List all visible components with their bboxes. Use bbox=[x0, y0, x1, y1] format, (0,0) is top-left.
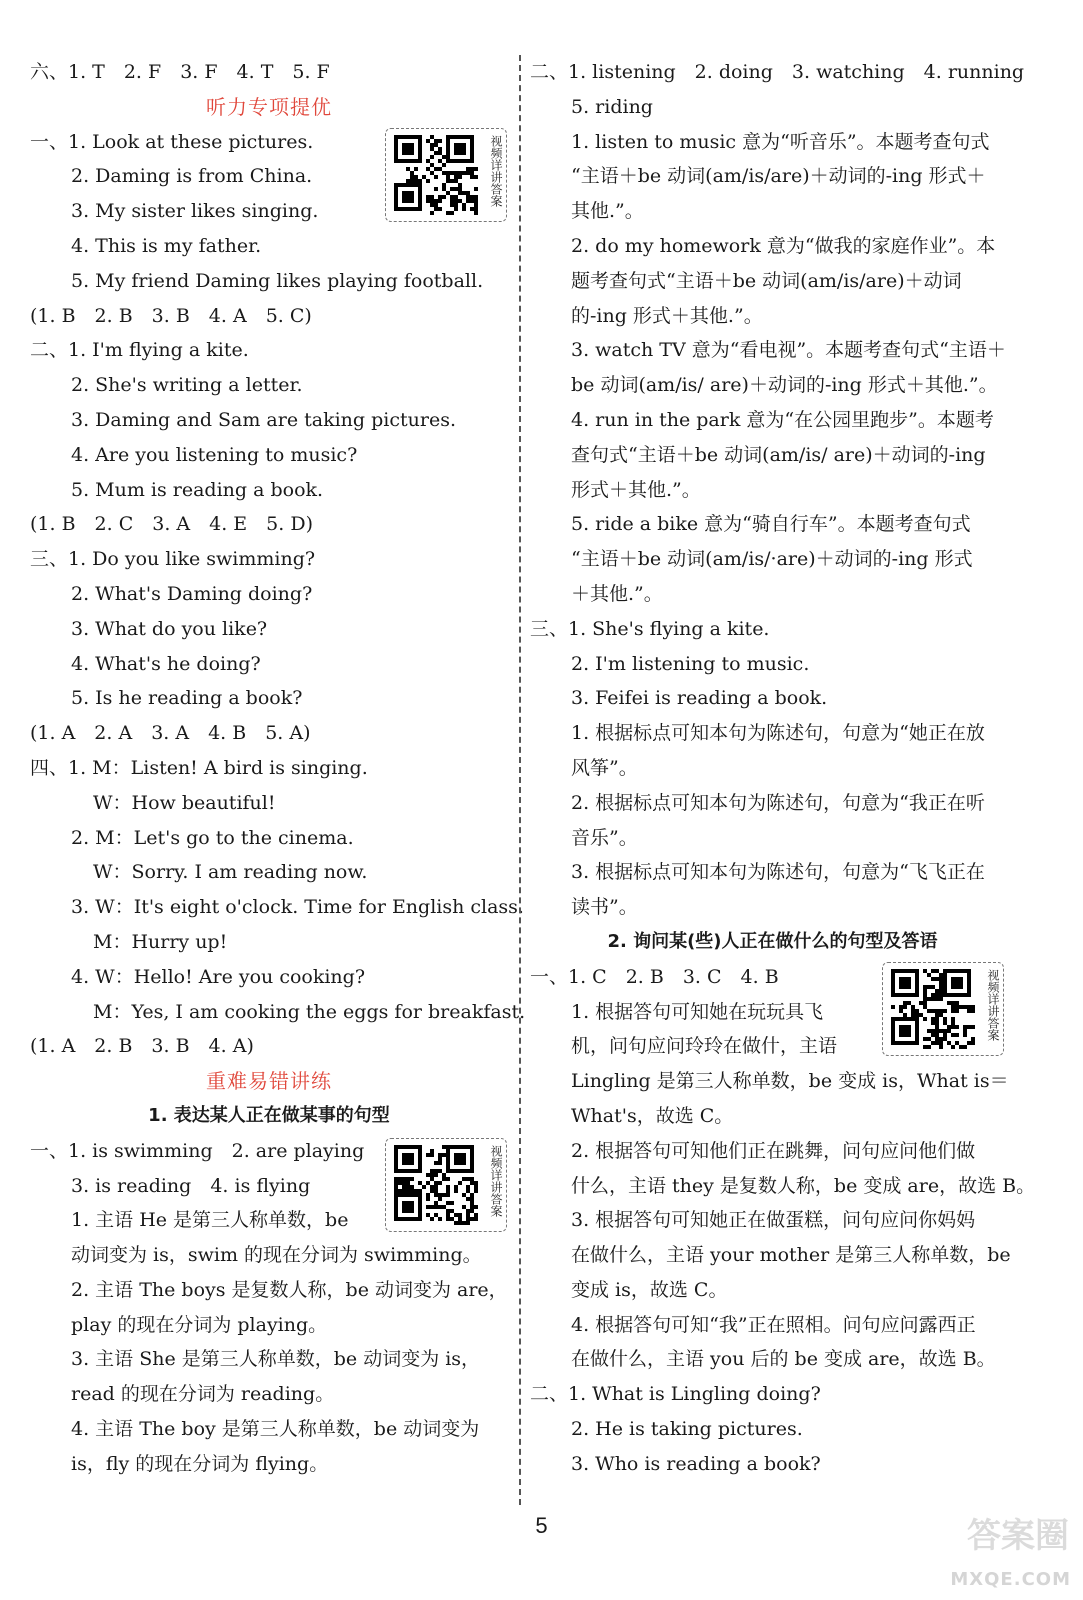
text-line: “主语＋be 动词(am/is/·are)＋动词的-ing 形式 bbox=[571, 548, 973, 571]
text-line: (1. B 2. C 3. A 4. E 5. D) bbox=[30, 513, 313, 536]
text-line: 5. ride a bike 意为“骑自行车”。本题考查句式 bbox=[571, 513, 971, 536]
text-line: “主语＋be 动词(am/is/are)＋动词的-ing 形式＋ bbox=[571, 165, 986, 188]
qr-label: 视频详讲答案 bbox=[489, 135, 503, 207]
page-number: 5 bbox=[535, 1513, 548, 1538]
watermark-site: MXQE.COM bbox=[950, 1569, 1071, 1590]
text-line: 4. W：Hello! Are you cooking? bbox=[71, 965, 366, 988]
text-line: 2. 根据标点可知本句为陈述句，句意为“我正在听 bbox=[571, 791, 985, 814]
text-line: 在做什么，主语 you 后的 be 变成 are，故选 B。 bbox=[571, 1348, 996, 1371]
right-column bbox=[530, 55, 1036, 1482]
text-line: 5. Is he reading a book? bbox=[71, 687, 303, 710]
text-line: 形式＋其他.”。 bbox=[571, 478, 701, 501]
text-line: read 的现在分词为 reading。 bbox=[71, 1383, 335, 1406]
text-line: 在做什么，主语 your mother 是第三人称单数，be bbox=[571, 1244, 1011, 1267]
text-line: 2. M：Let's go to the cinema. bbox=[71, 826, 354, 849]
text-line: M：Yes, I am cooking the eggs for breakfast. bbox=[93, 1000, 526, 1023]
text-line: 3. Who is reading a book? bbox=[571, 1452, 821, 1475]
text-line: 1. 主语 He 是第三人称单数，be bbox=[71, 1209, 349, 1232]
text-line: 3. Daming and Sam are taking pictures. bbox=[71, 408, 456, 431]
text-line: 一、1. is swimming 2. are playing bbox=[30, 1139, 365, 1162]
text-line: 4. run in the park 意为“在公园里跑步”。本题考 bbox=[571, 408, 994, 431]
text-line: 3. What do you like? bbox=[71, 617, 268, 640]
text-line: 2. 根据答句可知他们正在跳舞，问句应问他们做 bbox=[571, 1139, 976, 1162]
qr-label: 视频详讲答案 bbox=[986, 969, 1000, 1041]
text-line: 题考查句式“主语＋be 动词(am/is/are)＋动词 bbox=[571, 269, 962, 292]
text-line: (1. A 2. B 3. B 4. A) bbox=[30, 1035, 254, 1058]
section-heading: 2. 询问某(些)人正在做什么的句型及答语 bbox=[607, 930, 938, 952]
text-line: 2. What's Daming doing? bbox=[71, 582, 313, 605]
text-line: 2. 主语 The boys 是复数人称，be 动词变为 are， bbox=[71, 1278, 508, 1301]
text-line: M：Hurry up! bbox=[93, 930, 228, 953]
text-line: 1. listen to music 意为“听音乐”。本题考查句式 bbox=[571, 130, 990, 153]
text-line: 其他.”。 bbox=[571, 200, 644, 223]
column-divider bbox=[519, 55, 521, 1505]
text-line: 机，问句应问玲玲在做什，主语 bbox=[571, 1035, 838, 1058]
text-line: 读书”。 bbox=[571, 896, 638, 919]
text-line: 3. is reading 4. is flying bbox=[71, 1174, 311, 1197]
text-line: What's，故选 C。 bbox=[571, 1104, 734, 1127]
text-line: be 动词(am/is/ are)＋动词的-ing 形式＋其他.”。 bbox=[571, 374, 998, 397]
text-line: 3. 根据标点可知本句为陈述句，句意为“飞飞正在 bbox=[571, 861, 985, 884]
text-line: is，fly 的现在分词为 flying。 bbox=[71, 1452, 329, 1475]
text-line: 四、1. M：Listen! A bird is singing. bbox=[30, 756, 368, 779]
watermark bbox=[940, 1504, 1075, 1594]
qr-label: 视频详讲答案 bbox=[489, 1145, 503, 1217]
text-line: 三、1. Do you like swimming? bbox=[30, 548, 316, 571]
text-line: 什么，主语 they 是复数人称，be 变成 are，故选 B。 bbox=[571, 1174, 1036, 1197]
text-line: 4. 主语 The boy 是第三人称单数，be 动词变为 bbox=[71, 1418, 480, 1441]
text-line: 3. Feifei is reading a book. bbox=[571, 687, 828, 710]
text-line: 3. 主语 She 是第三人称单数，be 动词变为 is， bbox=[71, 1348, 481, 1371]
left-column bbox=[30, 55, 526, 1482]
qr-code[interactable] bbox=[385, 1138, 507, 1232]
text-line: 3. W：It's eight o'clock. Time for English class. bbox=[71, 896, 524, 919]
text-line: 一、1. Look at these pictures. bbox=[30, 130, 314, 153]
text-line: 二、1. I'm flying a kite. bbox=[30, 339, 249, 362]
text-line: 查句式“主语＋be 动词(am/is/ are)＋动词的-ing bbox=[571, 443, 986, 466]
text-line: 动词变为 is，swim 的现在分词为 swimming。 bbox=[71, 1244, 482, 1267]
text-line: 3. My sister likes singing. bbox=[71, 200, 319, 223]
text-line: 2. do my homework 意为“做我的家庭作业”。本 bbox=[571, 234, 996, 257]
text-line: (1. B 2. B 3. B 4. A 5. C) bbox=[30, 304, 312, 327]
section-heading: 重难易错讲练 bbox=[206, 1069, 332, 1094]
text-line: 2. She's writing a letter. bbox=[71, 374, 303, 397]
watermark-logo: 答案圈 bbox=[967, 1516, 1069, 1556]
text-line: ＋其他.”。 bbox=[571, 582, 663, 605]
text-line: 1. 根据标点可知本句为陈述句，句意为“她正在放 bbox=[571, 722, 985, 745]
text-line: 4. What's he doing? bbox=[71, 652, 261, 675]
text-line: 2. Daming is from China. bbox=[71, 165, 313, 188]
text-line: 5. riding bbox=[571, 95, 653, 118]
text-line: 1. 根据答句可知她在玩玩具飞 bbox=[571, 1000, 824, 1023]
qr-code-icon bbox=[891, 969, 977, 1049]
qr-code-icon bbox=[394, 135, 480, 215]
text-line: W：Sorry. I am reading now. bbox=[93, 861, 368, 884]
text-line: 二、1. listening 2. doing 3. watching 4. running bbox=[530, 61, 1025, 83]
text-line: Lingling 是第三人称单数，be 变成 is，What is＝ bbox=[571, 1070, 1009, 1093]
text-line: 4. This is my father. bbox=[71, 234, 262, 257]
text-line: 5. Mum is reading a book. bbox=[71, 478, 324, 501]
section-heading: 1. 表达某人正在做某事的句型 bbox=[148, 1104, 390, 1126]
text-line: 4. Are you listening to music? bbox=[71, 443, 358, 466]
text-line: 2. He is taking pictures. bbox=[571, 1418, 803, 1441]
text-line: W：How beautiful! bbox=[93, 791, 276, 814]
text-line: 3. watch TV 意为“看电视”。本题考查句式“主语＋ bbox=[571, 339, 1006, 362]
text-line: (1. A 2. A 3. A 4. B 5. A) bbox=[30, 722, 311, 745]
text-line: 一、1. C 2. B 3. C 4. B bbox=[530, 965, 779, 988]
qr-code[interactable] bbox=[882, 962, 1004, 1056]
qr-code[interactable] bbox=[385, 128, 507, 222]
text-line: 5. My friend Daming likes playing football. bbox=[71, 269, 484, 292]
qr-code-icon bbox=[394, 1145, 480, 1225]
text-line: 二、1. What is Lingling doing? bbox=[530, 1383, 821, 1406]
text-line: 音乐”。 bbox=[571, 826, 638, 849]
text-line: 的-ing 形式＋其他.”。 bbox=[571, 304, 763, 327]
text-line: play 的现在分词为 playing。 bbox=[71, 1313, 328, 1336]
text-line: 六、1. T 2. F 3. F 4. T 5. F bbox=[30, 61, 330, 83]
text-line: 4. 根据答句可知“我”正在照相。问句应问露西正 bbox=[571, 1313, 976, 1336]
section-heading: 听力专项提优 bbox=[206, 94, 332, 119]
text-line: 2. I'm listening to music. bbox=[571, 652, 810, 675]
text-line: 3. 根据答句可知她正在做蛋糕，问句应问你妈妈 bbox=[571, 1209, 976, 1232]
text-line: 风筝”。 bbox=[571, 756, 638, 779]
text-line: 三、1. She's flying a kite. bbox=[530, 617, 770, 640]
text-line: 变成 is，故选 C。 bbox=[571, 1278, 728, 1301]
